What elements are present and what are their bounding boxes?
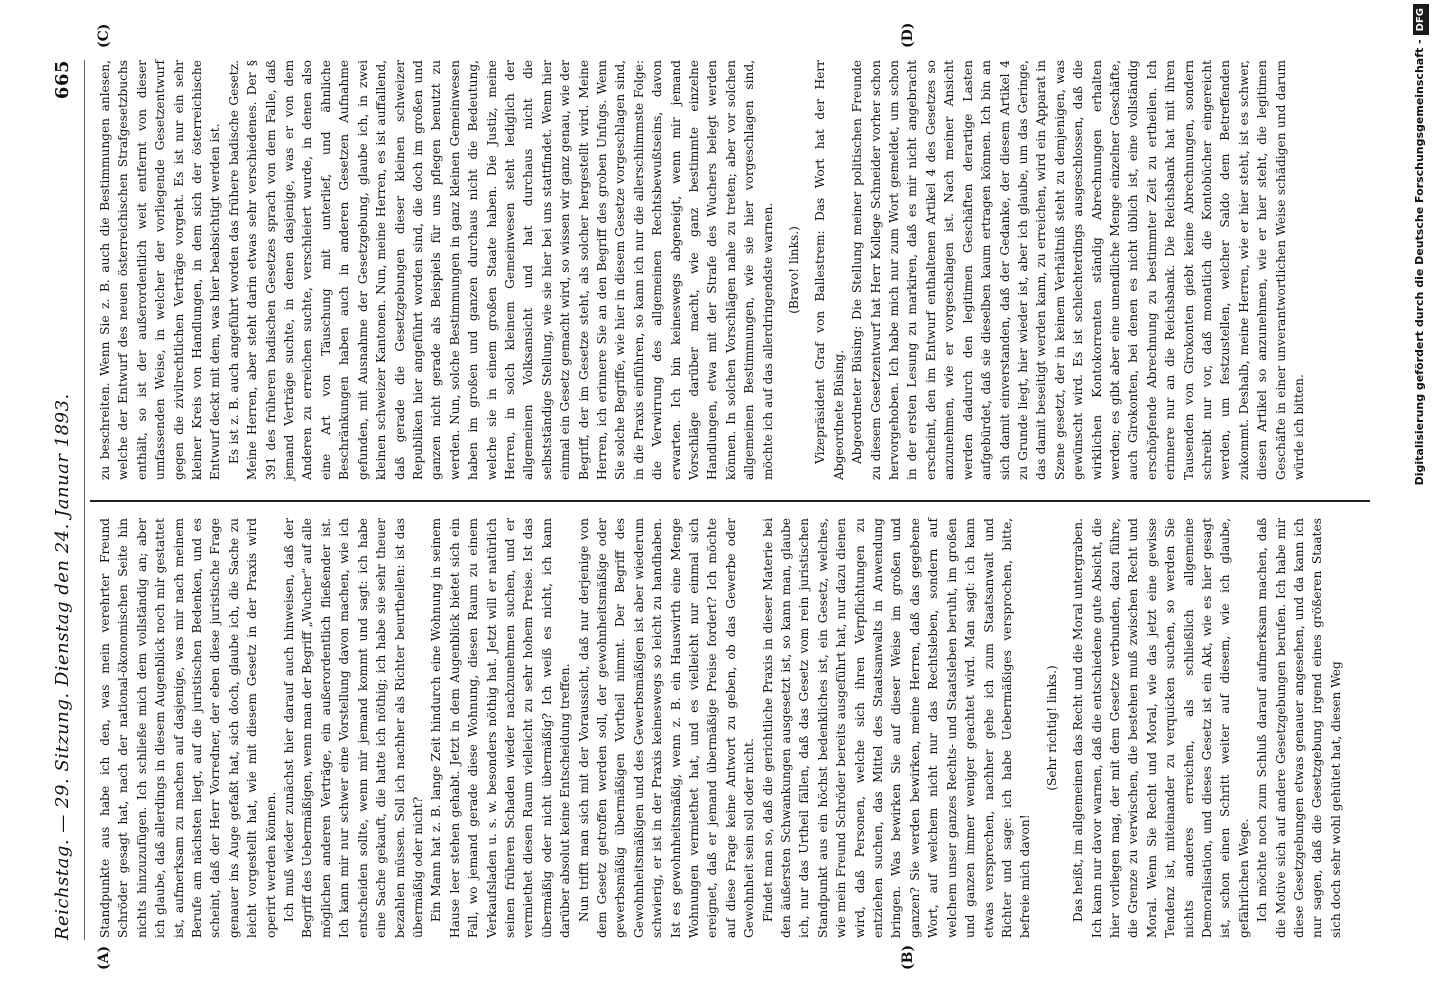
margin-marker-d: (D) — [900, 22, 916, 48]
margin-marker-b: (B) — [900, 944, 916, 970]
paragraph: Es ist z. B. auch angeführt worden das frühere badische Gesetz. Meine Herren, aber steht darin etwas sehr verschiedenes. Der § 391 des früheren badischen Gesetzes sprach von dem Falle, daß jemand Verträge suchte, in denen dasjenige, was er von dem Anderen zu erreichen suchte, verschleiert wurde, in denen also eine Art von Täuschung mit unterlief, und ähnliche Beschränkungen haben auch in anderen Gesetzen Aufnahme gefunden, mit Ausnahme der Gesetzgebung, glaube ich, in zwei kleinen schweizer Kantonen. Nun, meine Herren, es ist auffallend, daß gerade die Gesetzgebungen dieser kleinen schweizer Republiken hier angeführt worden sind, die doch im großen und ganzen nicht gerade als Beispiels für uns pflegen benutzt zu werden. Nun, solche Bestimmungen in ganz kleinen Gemeinwesen haben im großen und ganzen durchaus nicht die Bedeutung, welche sie in einem großen Staate haben. Die Justiz, meine Herren, in solch kleinem Gemeinwesen steht lediglich der allgemeinen Volksansicht und hat durchaus nicht die selbstständige Stellung, wie sie hier bei uns stattfindet. Wenn hier einmal ein Gesetz gemacht wird, so wissen wir ganz genau, wie der Begriff, der im Gesetze steht, als solcher hergestellt wird. Meine Herren, ich erinnere Sie an den Begriff des groben Unfugs. Wenn Sie solche Begriffe, wie hier in diesem Gesetze vorgeschlagen sind, in die Praxis einführen, so kann ich nur die allerschlimmste Folge: die Verwirrung des allgemeinen Rechtsbewußtseins, davon erwarten. Ich bin keineswegs abgeneigt, wenn mir jemand Vorschläge darüber macht, wie ganz bestimmte einzelne Handlungen, etwa mit der Strafe des Wuchers belegt werden können. In solchen Vorschlägen nahe zu treten; aber vor solchen allgemeinen Bestimmungen, wie sie hier vorgeschlagen sind, möchte ich auf das allerdringendste warnen. — [226, 60, 775, 480]
paragraph: Standpunkte aus habe ich den, was mein verehrter Freund Schröder gesagt hat, nach der national-ökonomischen Seite hin nichts hinzuzufügen. Ich schließe mich dem vollständig an; aber ich glaube, daß allerdings in diesem Augenblick noch mir gestattet ist, aufmerksam zu machen auf dasjenige, was mir nach meinem Berufe am nächsten liegt, auf die juristischen Bedenken, und es scheint, daß der Herr Vorredner, der eben diese juristische Frage genauer ins Auge gefaßt hat, sich doch, glaube ich, die Sache zu leicht vorgestellt hat, wie mit diesem Gesetz in der Praxis wird operirt werden können. — [98, 518, 278, 938]
credit-text: Digitalisierung gefördert durch die Deutsche Forschungsgemeinschaft - — [1413, 39, 1426, 486]
paragraph: Ich möchte noch zum Schluß darauf aufmerksam machen, daß die Motive sich auf andere Gesetzgebungen berufen. Ich habe mir diese Gesetzgebungen etwas genauer angesehen, und da kann ich nur sagen, daß die Gesetzgebung irgend eines größeren Staates sich doch sehr wohl gehütet hat, diesen Weg — [1255, 518, 1343, 938]
interjection: (Bravo! links.) — [787, 226, 802, 314]
paragraph: Vizepräsident Graf von Ballestrem: Das Wort hat der Herr Abgeordnete Büsing. — [813, 60, 846, 480]
running-head-title: Reichstag. — 29. Sitzung. Dienstag den 24. Januar 1893. — [52, 393, 73, 940]
margin-marker-c: (C) — [96, 23, 112, 48]
paragraph: Abgeordneter Büsing: Die Stellung meiner politischen Freunde zu diesem Gesetzentwurf hat Herr Kollege Schneider vorher schon hervorgehoben. Ich habe mich nur zum Wort gemeldet, um schon in der ersten Lesung zu markiren, daß es mir nicht angebracht erscheint, den im Entwurf enthaltenen Artikel 4 des Gesetzes so anzunehmen, wie er vorgeschlagen ist. Nach meiner Ansicht werden dadurch den legitimen Geschäften derartige Lasten aufgebürdet, daß sie dieselben kaum ertragen können. Ich bin an sich damit einverstanden, daß der Gedanke, der diesem Artikel 4 zu Grunde liegt, hier wieder ist, aber ich glaube, um das Geringe, das damit beseitigt werden kann, zu erreichen, wird ein Apparat in Szene gesetzt, der in keinem Verhältniß steht zu demjenigen, was gewünscht wird. Es ist schlechterdings ausgeschlossen, daß die wirklichen Kontokorrenten ständig Abrechnungen erhalten werden; es gibt aber eine unendliche Menge einzelner Geschäfte, auch Girokonten, bei denen es nicht üblich ist, eine vollständig erschöpfende Abrechnung zu bestimmter Zeit zu ertheilen. Ich erinnere nur an die Reichsbank. Die Reichsbank hat mit ihren Tausenden von Girokonten giebt keine Abrechnungen, sondern schreibt nur vor, daß monatlich die Kontobücher eingereicht werden, um festzustellen, welcher Saldo dem Betreffenden zukommt. Deshalb, meine Herren, wie er hier steht, ist es schwer, diesen Artikel so anzunehmen, wie er hier steht, die legitimen Geschäfte in einer unverantwortlichen Weise schädigen und darum würde ich bitten. — [850, 60, 1306, 480]
right-column — [96, 60, 1308, 480]
digitization-credit — [1408, 0, 1432, 1000]
page-number: 665 — [52, 60, 73, 100]
left-column — [96, 518, 1345, 938]
dfg-logo: DFG — [1413, 4, 1429, 35]
paragraph: Das heißt, im allgemeinen das Recht und die Moral untergraben. Ich kann nur davor warnen, daß die entschiedene gute Absicht, die hier vorliegen mag, der mit dem Gesetze verbunden, dazu führe, die Grenze zu verwischen, die bestehen muß zwischen Recht und Moral. Wenn Sie Recht und Moral, wie das jetzt eine gewisse Tendenz ist, miteinander zu verquicken suchen, so werden Sie nichts anderes erreichen, als schließlich allgemeine Demoralisation, und dieses Gesetz ist ein Akt, wie es hier gesagt ist, schon einen Schritt weiter auf diesem, wie ich glaube, gefährlichen Wege. — [1071, 518, 1251, 938]
column-divider — [90, 500, 1370, 502]
paragraph: Findet man so, daß die gerichtliche Praxis in dieser Materie bei den äußersten Schwankungen ausgesetzt ist, so kann man, glaube ich, nur das Urtheil fällen, daß das Gesetz vom rein juristischen Standpunkt aus ein höchst bedenkliches ist, ein Gesetz, welches, wie mein Freund Schröder bereits ausgeführt hat, nur dazu dienen wird, daß Personen, welche sich ihren Verpflichtungen zu entziehen suchen, das Mittel des Staatsanwalts in Anwendung bringen. Was bewirken Sie auf dieser Weise im großen und ganzen? Sie werden bewirken, meine Herren, daß das gegebene Wort, auf welchem nicht nur das Rechtsleben, sondern auf welchem unser ganzes Rechts- und Staatsleben beruht, im großen und ganzen immer weniger geachtet wird. Man sagt: ich kann etwas versprechen, nachher gehe ich zum Staatsanwalt und Richter und sage: ich habe Uebermäßiges versprochen, bitte, befreie mich davon! — [760, 518, 1033, 938]
header-rule — [84, 60, 85, 940]
paragraph: Ich muß wieder zunächst hier darauf auch hinweisen, daß der Begriff des Uebermäßigen, wenn man der Begriff „Wucher“ auf alle möglichen anderen Verträge, ein außerordentlich fließender ist. Ich kann mir nur schwer eine Vorstellung davon machen, wie ich entscheiden sollte, wenn mir jemand kommt und sagt: ich habe eine Sache gekauft, die hatte ich nöthig; ich habe sie sehr theuer bezahlen müssen. Soll ich nachher als Richter beurtheilen: ist das übermäßig oder nicht? — [282, 518, 425, 938]
paragraph: Nun trifft man sich mit der Voraussicht, daß nur derjenige von dem Gesetz getroffen werden soll, der gewohnheitsmäßige oder gewerbsmäßig übermäßigen Vortheil nimmt. Der Begriff des Gewohnheitsmäßigen und des Gewerbsmäßigen ist aber wiederum schwierig, er ist in der Praxis keineswegs so leicht zu handhaben. Ist es gewohnheitsmäßig, wenn z. B. ein Hauswirth eine Menge Wohnungen vermiethet hat, und es vielleicht nur einmal sich ereignet, daß er jemand übermäßige Preise fordert? Ich möchte auf diese Frage keine Antwort zu geben, ob das Gewerbe oder Gewohnheit sein soll oder nicht. — [576, 518, 757, 938]
interjection: (Sehr richtig! links.) — [1044, 665, 1059, 791]
paragraph: zu beschreiten. Wenn Sie z. B. auch die Bestimmungen anlesen, welche der Entwurf des neuen österreichischen Strafgesetzbuchs enthält, so ist der außerordentlich weit entfernt von dieser umfassenden Weise, in welcher der vorliegende Gesetzentwurf gegen die zivilrechtlichen Verträge vorgeht. Es ist nur ein sehr kleiner Kreis von Handlungen, in dem sich der österreichische Entwurf deckt mit dem, was hier beabsichtigt werden ist. — [98, 60, 223, 480]
paragraph: Ein Mann hat z. B. lange Zeit hindurch eine Wohnung in seinem Hause leer stehen gehabt. Jetzt in dem Augenblick bietet sich ein Fall, wo jemand gerade diese Wohnung, diesen Raum zu einem Verkaufsladen u. s. w. besonders nöthig hat. Jetzt will er natürlich seinen früheren Schaden wieder nachzunehmen suchen, und er vermiethet diesen Raum vielleicht zu sehr hohem Preise. Ist das übermäßig oder nicht übermäßig? Ich weiß es nicht, ich kann darüber absolut keine Entscheidung treffen. — [429, 518, 573, 938]
margin-marker-a: (A) — [96, 945, 112, 970]
running-head — [52, 60, 82, 940]
